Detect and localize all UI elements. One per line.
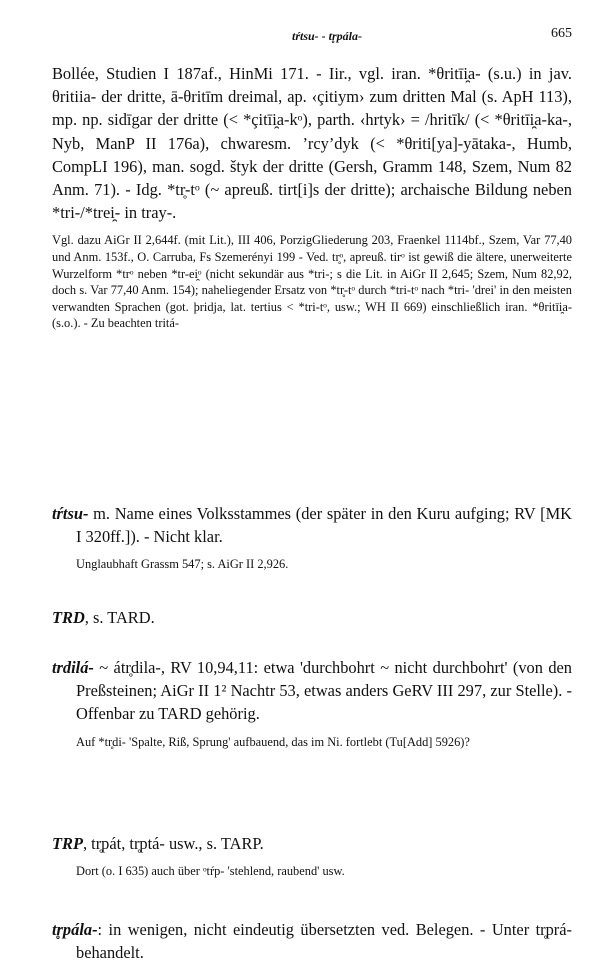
entry-text: ~ átr̥dila-, RV 10,94,11: etwa 'durchbohrt ~ nicht durchbohrt' (von den Preßsteinen; AiGr II 1² Nachtr 53, etwas anders GeRV III 297, zur Stelle). - Offenbar zu TARD gehörig.: [76, 658, 572, 724]
entry-lemma: trdilá-: [52, 658, 94, 677]
entry-text: , s. TARD.: [84, 608, 155, 627]
entry-lemma: tr̥pála-: [52, 920, 98, 939]
entry-trp: [52, 818, 572, 880]
continuation-note: Vgl. dazu AiGr II 2,644f. (mit Lit.), III 406, PorzigGliederung 203, Fraenkel 1114bf., Szem, Var 77,40 und Anm. 153f., O. Carruba, Fs Szemerényi 199 - Ved. tr̥ᵒ, apreuß. tirᵒ ist gewiß die ältere, unerweiterte Wurzelform *trᵒ neben *tr-ei̯ᵒ (nicht sekundär aus *tri-; s die Lit. in AiGr II 2,645; Szem, Num 82,92, doch s. Var 77,40 Anm. 154); naheliegender Ersatz von *tr̥-tᵒ durch *tri-tᵒ nach *tri- 'drei' in den meisten verwandten Sprachen (got. þridja, lat. tertius < *tri-tᵒ, usw.; WH II 669) einschließlich iran. *θritīi̯a- (s.o.). - Zu beachten tritá-: [52, 233, 572, 331]
entry-trd: [52, 592, 572, 629]
entry-lemma: tŕtsu-: [52, 504, 89, 523]
entry-text: , tr̥pát, tr̥ptá- usw., s. TARP.: [82, 834, 264, 853]
entry-text: m. Name eines Volksstammes (der später in den Kuru aufging; RV [MK I 320ff.]). - Nicht klar.: [76, 504, 572, 547]
continuation-text: Bollée, Studien I 187af., HinMi 171. - Iir., vgl. iran. *θritīi̯a- (s.u.) in jav. θritiia- der dritte, ā-θritīm dreimal, ap. ‹çitiym› zum dritten Mal (s. ApH 113), mp. np. sidīgar der dritte (< *çitīi̯a-kᵒ), parth. ‹hrtyk› = /hritīk/ (< *θritīi̯a-ka-, Nyb, ManP II 176a), chwaresm. ’rcy’dyk (< *θriti[ya]-yātaka-, Humb, CompLI 196), man. sogd. štyk der dritte (Gersh, Gramm 148, Szem, Num 82 Anm. 71). - Idg. *tr̥-tᵒ (~ apreuß. tirt[i]s der dritte); archaische Bildung neben *tri-/*trei̯- in tray-.: [52, 64, 572, 223]
entry-text: : in wenigen, nicht eindeutig übersetzten ved. Belegen. - Unter tr̥prá- behandelt.: [76, 920, 572, 963]
entry-note: Unglaubhaft Grassm 547; s. AiGr II 2,926.: [76, 557, 289, 572]
entry-lemma: TRD: [52, 608, 85, 627]
dictionary-page: [52, 26, 572, 963]
running-title: tŕtsu- - tr̥pála-: [291, 29, 362, 43]
entry-lemma: TRP: [52, 834, 83, 853]
page-number: 665: [551, 26, 572, 41]
entry-note: Dort (o. I 635) auch über ᵒtŕp- 'stehlend, raubend' usw.: [76, 864, 345, 879]
page-header: [52, 26, 572, 48]
entry-note: Auf *tr̥di- 'Spalte, Riß, Sprung' aufbauend, das im Ni. fortlebt (Tu[Add] 5926)?: [76, 734, 470, 749]
continuation-block: [52, 62, 572, 332]
entry-trtsu: [52, 488, 572, 573]
entry-trpala: [52, 904, 572, 964]
entry-trdila: [52, 642, 572, 750]
